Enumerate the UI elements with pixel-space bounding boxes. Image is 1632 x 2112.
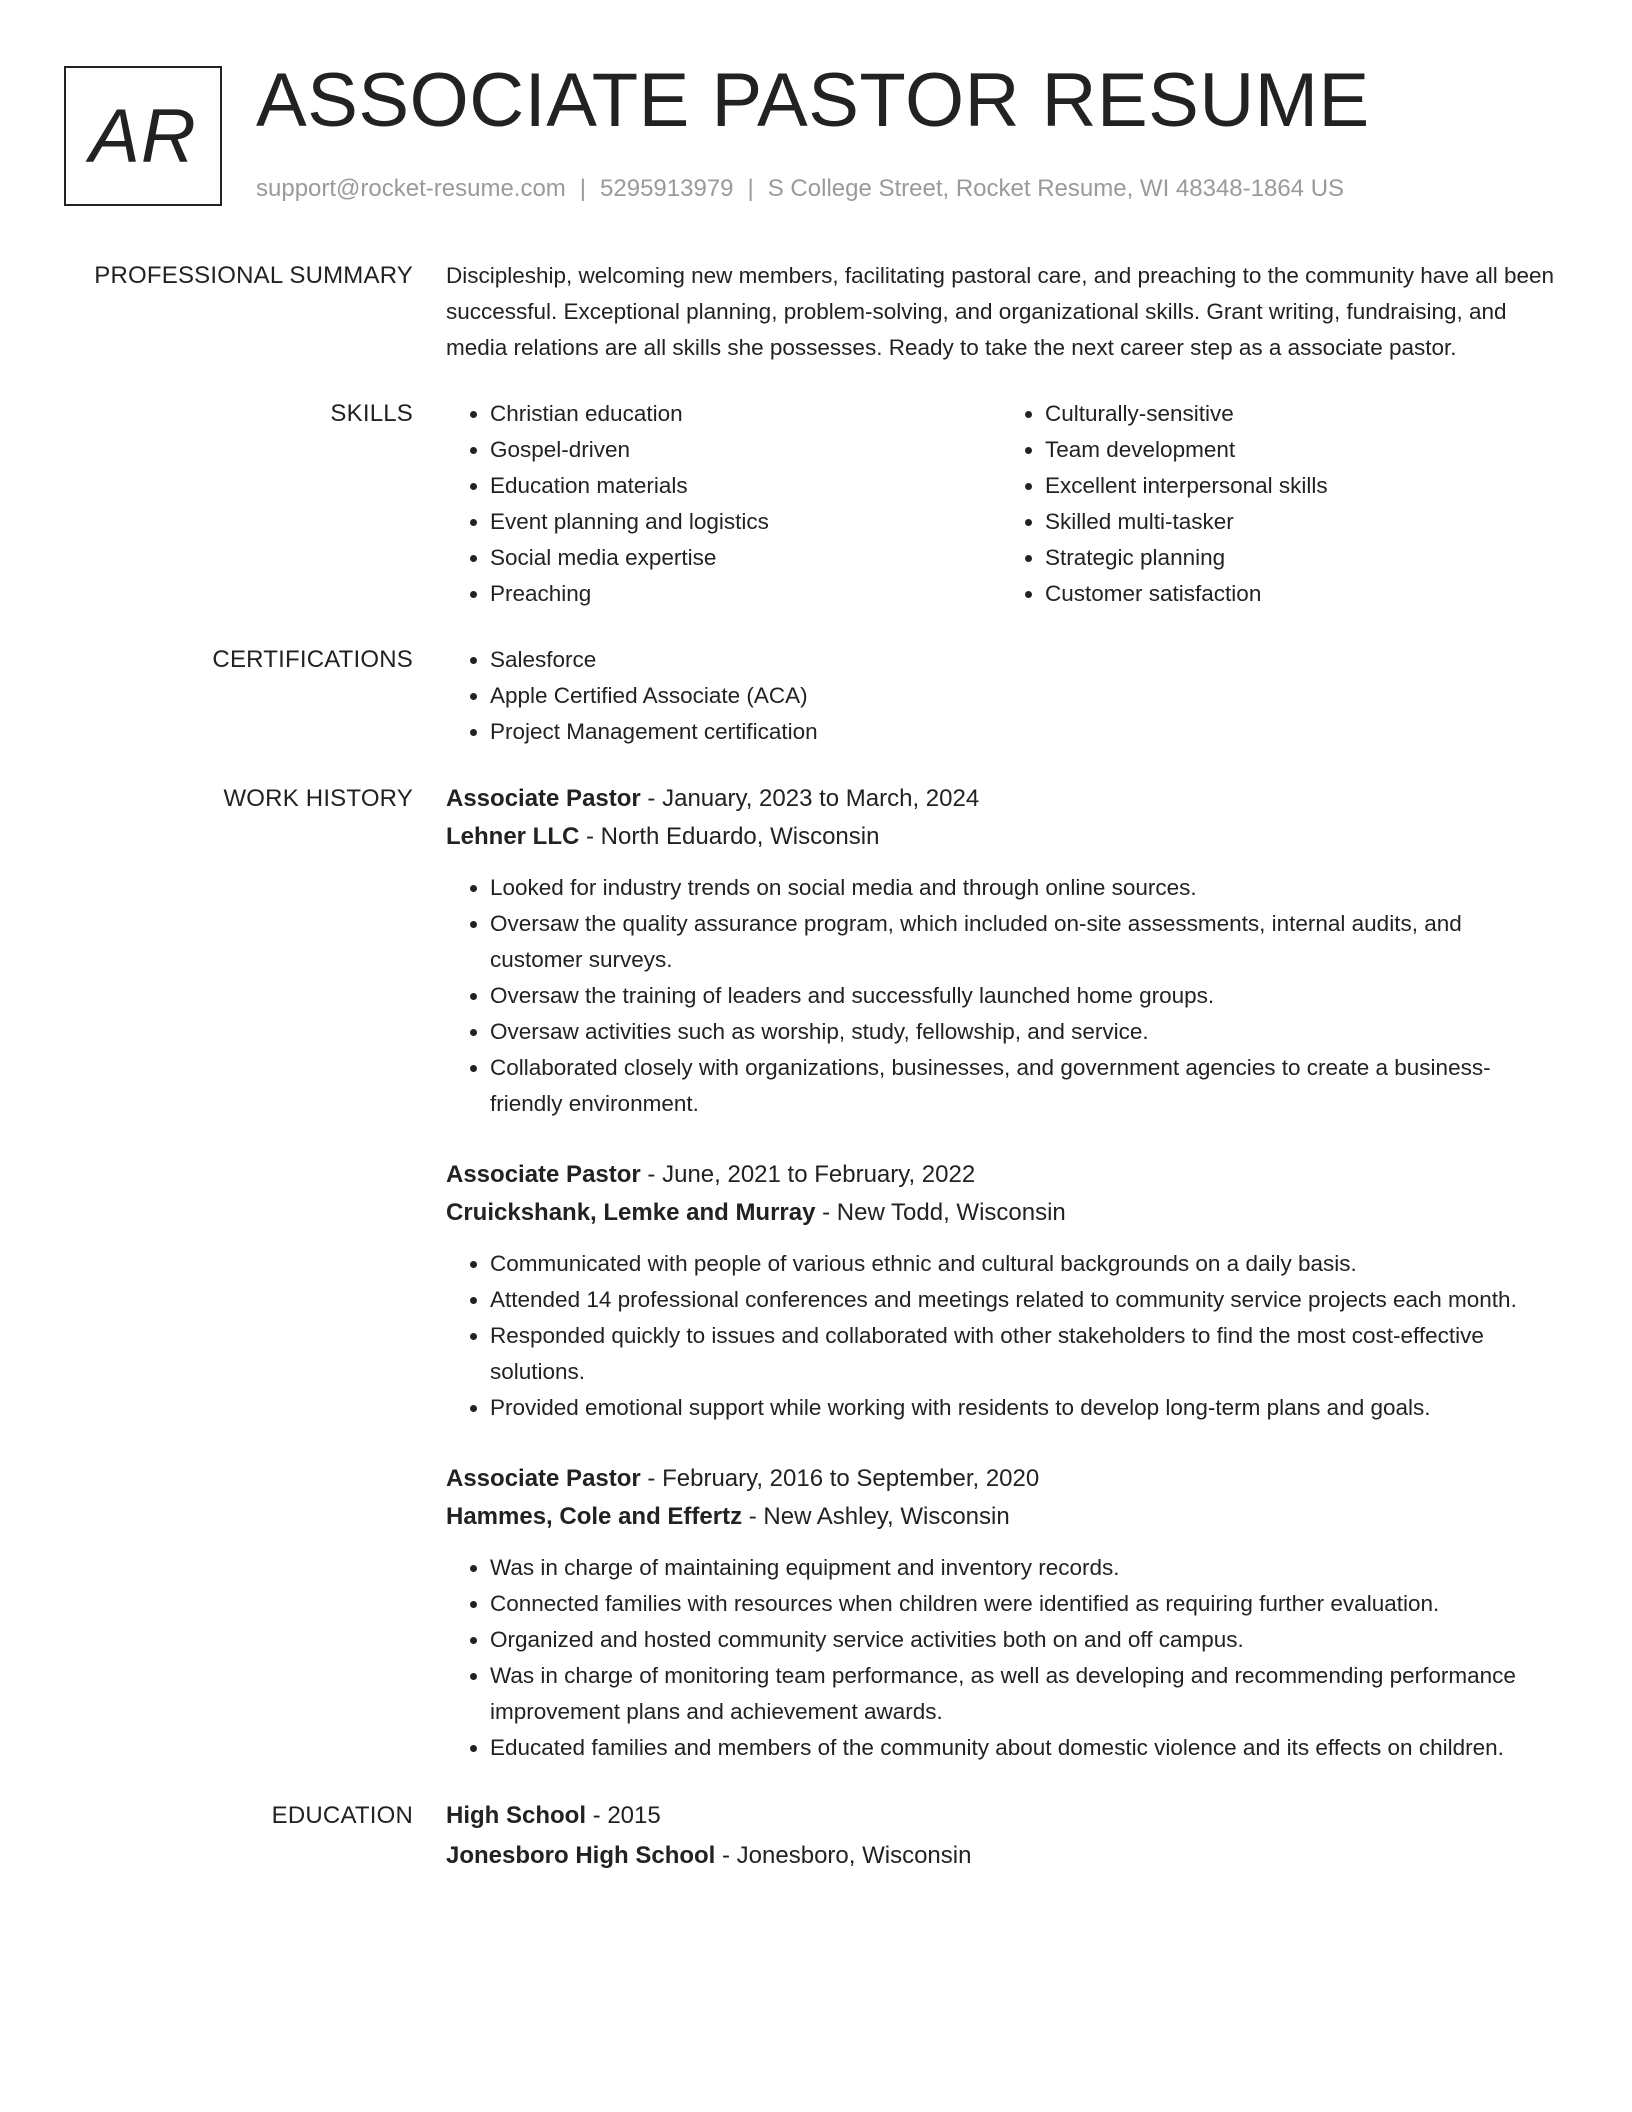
job-title-line <box>446 1156 1556 1194</box>
certifications-section <box>0 642 1632 750</box>
skills-columns <box>446 396 1556 612</box>
resume-content <box>0 258 1632 1912</box>
job-company: Hammes, Cole and Effertz <box>446 1503 743 1530</box>
education-location: - Jonesboro, Wisconsin <box>715 1842 972 1869</box>
certifications-list <box>446 642 1556 750</box>
list-item: • Attended 14 professional conferences and meetings related to community service projects each month. <box>490 1282 1556 1318</box>
education-school-line <box>446 1836 1556 1876</box>
page-title: ASSOCIATE PASTOR RESUME <box>256 58 1370 143</box>
section-label: SKILLS <box>330 400 413 427</box>
resume-header <box>0 0 1632 240</box>
education-degree-line <box>446 1796 1556 1836</box>
section-label: CERTIFICATIONS <box>212 646 413 673</box>
list-item: • Customer satisfaction <box>1045 576 1556 612</box>
list-item: • Was in charge of maintaining equipment and inventory records. <box>490 1550 1556 1586</box>
contact-email[interactable]: support@rocket-resume.com <box>256 175 566 202</box>
job-location: - North Eduardo, Wisconsin <box>579 823 880 850</box>
job-company-line <box>446 1498 1556 1536</box>
job-entry <box>446 780 1556 1122</box>
education-school: Jonesboro High School <box>446 1842 716 1869</box>
list-item: • Connected families with resources when children were identified as requiring further evaluation. <box>490 1586 1556 1622</box>
job-title-line <box>446 1460 1556 1498</box>
list-item: • Communicated with people of various ethnic and cultural backgrounds on a daily basis. <box>490 1246 1556 1282</box>
job-title: Associate Pastor <box>446 785 641 812</box>
summary-section <box>0 258 1632 366</box>
list-item: • Culturally-sensitive <box>1045 396 1556 432</box>
list-item: • Preaching <box>490 576 1001 612</box>
job-title-line <box>446 780 1556 818</box>
list-item: • Team development <box>1045 432 1556 468</box>
list-item: • Oversaw the quality assurance program, which included on-site assessments, internal audits, and customer surveys. <box>490 906 1556 978</box>
section-body <box>446 1796 1556 1876</box>
list-item: • Oversaw the training of leaders and successfully launched home groups. <box>490 978 1556 1014</box>
contact-phone[interactable]: 5295913979 <box>600 175 734 202</box>
job-dates: - February, 2016 to September, 2020 <box>640 1465 1040 1492</box>
list-item: • Was in charge of monitoring team performance, as well as developing and recommending performance improvement plans and achievement awards. <box>490 1658 1556 1730</box>
section-body <box>446 258 1556 366</box>
job-entry <box>446 1460 1556 1766</box>
list-item: • Educated families and members of the community about domestic violence and its effects on children. <box>490 1730 1556 1766</box>
monogram-logo: AR <box>64 66 222 206</box>
skills-list-left <box>446 396 1001 612</box>
job-bullets <box>446 870 1556 1122</box>
job-bullets <box>446 1550 1556 1766</box>
section-body <box>446 642 1556 750</box>
list-item: • Gospel-driven <box>490 432 1001 468</box>
work-history-section <box>0 780 1632 1766</box>
section-label: EDUCATION <box>271 1802 413 1829</box>
skills-list-right <box>1001 396 1556 612</box>
job-title: Associate Pastor <box>446 1465 641 1492</box>
list-item: • Project Management certification <box>490 714 1556 750</box>
list-item: • Collaborated closely with organizations, businesses, and government agencies to create a business-friendly environment. <box>490 1050 1556 1122</box>
list-item: • Oversaw activities such as worship, study, fellowship, and service. <box>490 1014 1556 1050</box>
list-item: • Skilled multi-tasker <box>1045 504 1556 540</box>
list-item: • Social media expertise <box>490 540 1001 576</box>
job-bullets <box>446 1246 1556 1426</box>
education-degree: High School <box>446 1802 586 1829</box>
contact-address: S College Street, Rocket Resume, WI 48348-1864 US <box>767 175 1345 202</box>
list-item: • Strategic planning <box>1045 540 1556 576</box>
list-item: • Excellent interpersonal skills <box>1045 468 1556 504</box>
contact-separator: | <box>747 175 754 202</box>
summary-text: Discipleship, welcoming new members, facilitating pastoral care, and preaching to the community have all been successful. Exceptional planning, problem-solving, and organizational skills. Grant writing, fundraising, and media relations are all skills she possesses. Ready to take the next career step as a associate pastor. <box>446 263 1555 360</box>
education-year: - 2015 <box>586 1802 661 1829</box>
job-dates: - January, 2023 to March, 2024 <box>640 785 980 812</box>
list-item: • Event planning and logistics <box>490 504 1001 540</box>
list-item: • Salesforce <box>490 642 1556 678</box>
section-body <box>446 780 1556 1766</box>
list-item: • Organized and hosted community service activities both on and off campus. <box>490 1622 1556 1658</box>
job-company: Cruickshank, Lemke and Murray <box>446 1199 816 1226</box>
job-location: - New Todd, Wisconsin <box>815 1199 1066 1226</box>
list-item: • Responded quickly to issues and collaborated with other stakeholders to find the most cost-effective solutions. <box>490 1318 1556 1390</box>
education-section <box>0 1796 1632 1876</box>
job-dates: - June, 2021 to February, 2022 <box>640 1161 976 1188</box>
list-item: • Provided emotional support while working with residents to develop long-term plans and goals. <box>490 1390 1556 1426</box>
list-item: • Apple Certified Associate (ACA) <box>490 678 1556 714</box>
job-company-line <box>446 1194 1556 1232</box>
list-item: • Education materials <box>490 468 1001 504</box>
job-title: Associate Pastor <box>446 1161 641 1188</box>
list-item: • Christian education <box>490 396 1001 432</box>
job-location: - New Ashley, Wisconsin <box>742 1503 1010 1530</box>
job-company-line <box>446 818 1556 856</box>
section-label: PROFESSIONAL SUMMARY <box>94 262 413 289</box>
list-item: • Looked for industry trends on social media and through online sources. <box>490 870 1556 906</box>
skills-section <box>0 396 1632 612</box>
job-company: Lehner LLC <box>446 823 580 850</box>
contact-line <box>256 174 1344 204</box>
job-entry <box>446 1156 1556 1426</box>
section-label: WORK HISTORY <box>223 785 413 812</box>
contact-separator: | <box>579 175 587 202</box>
